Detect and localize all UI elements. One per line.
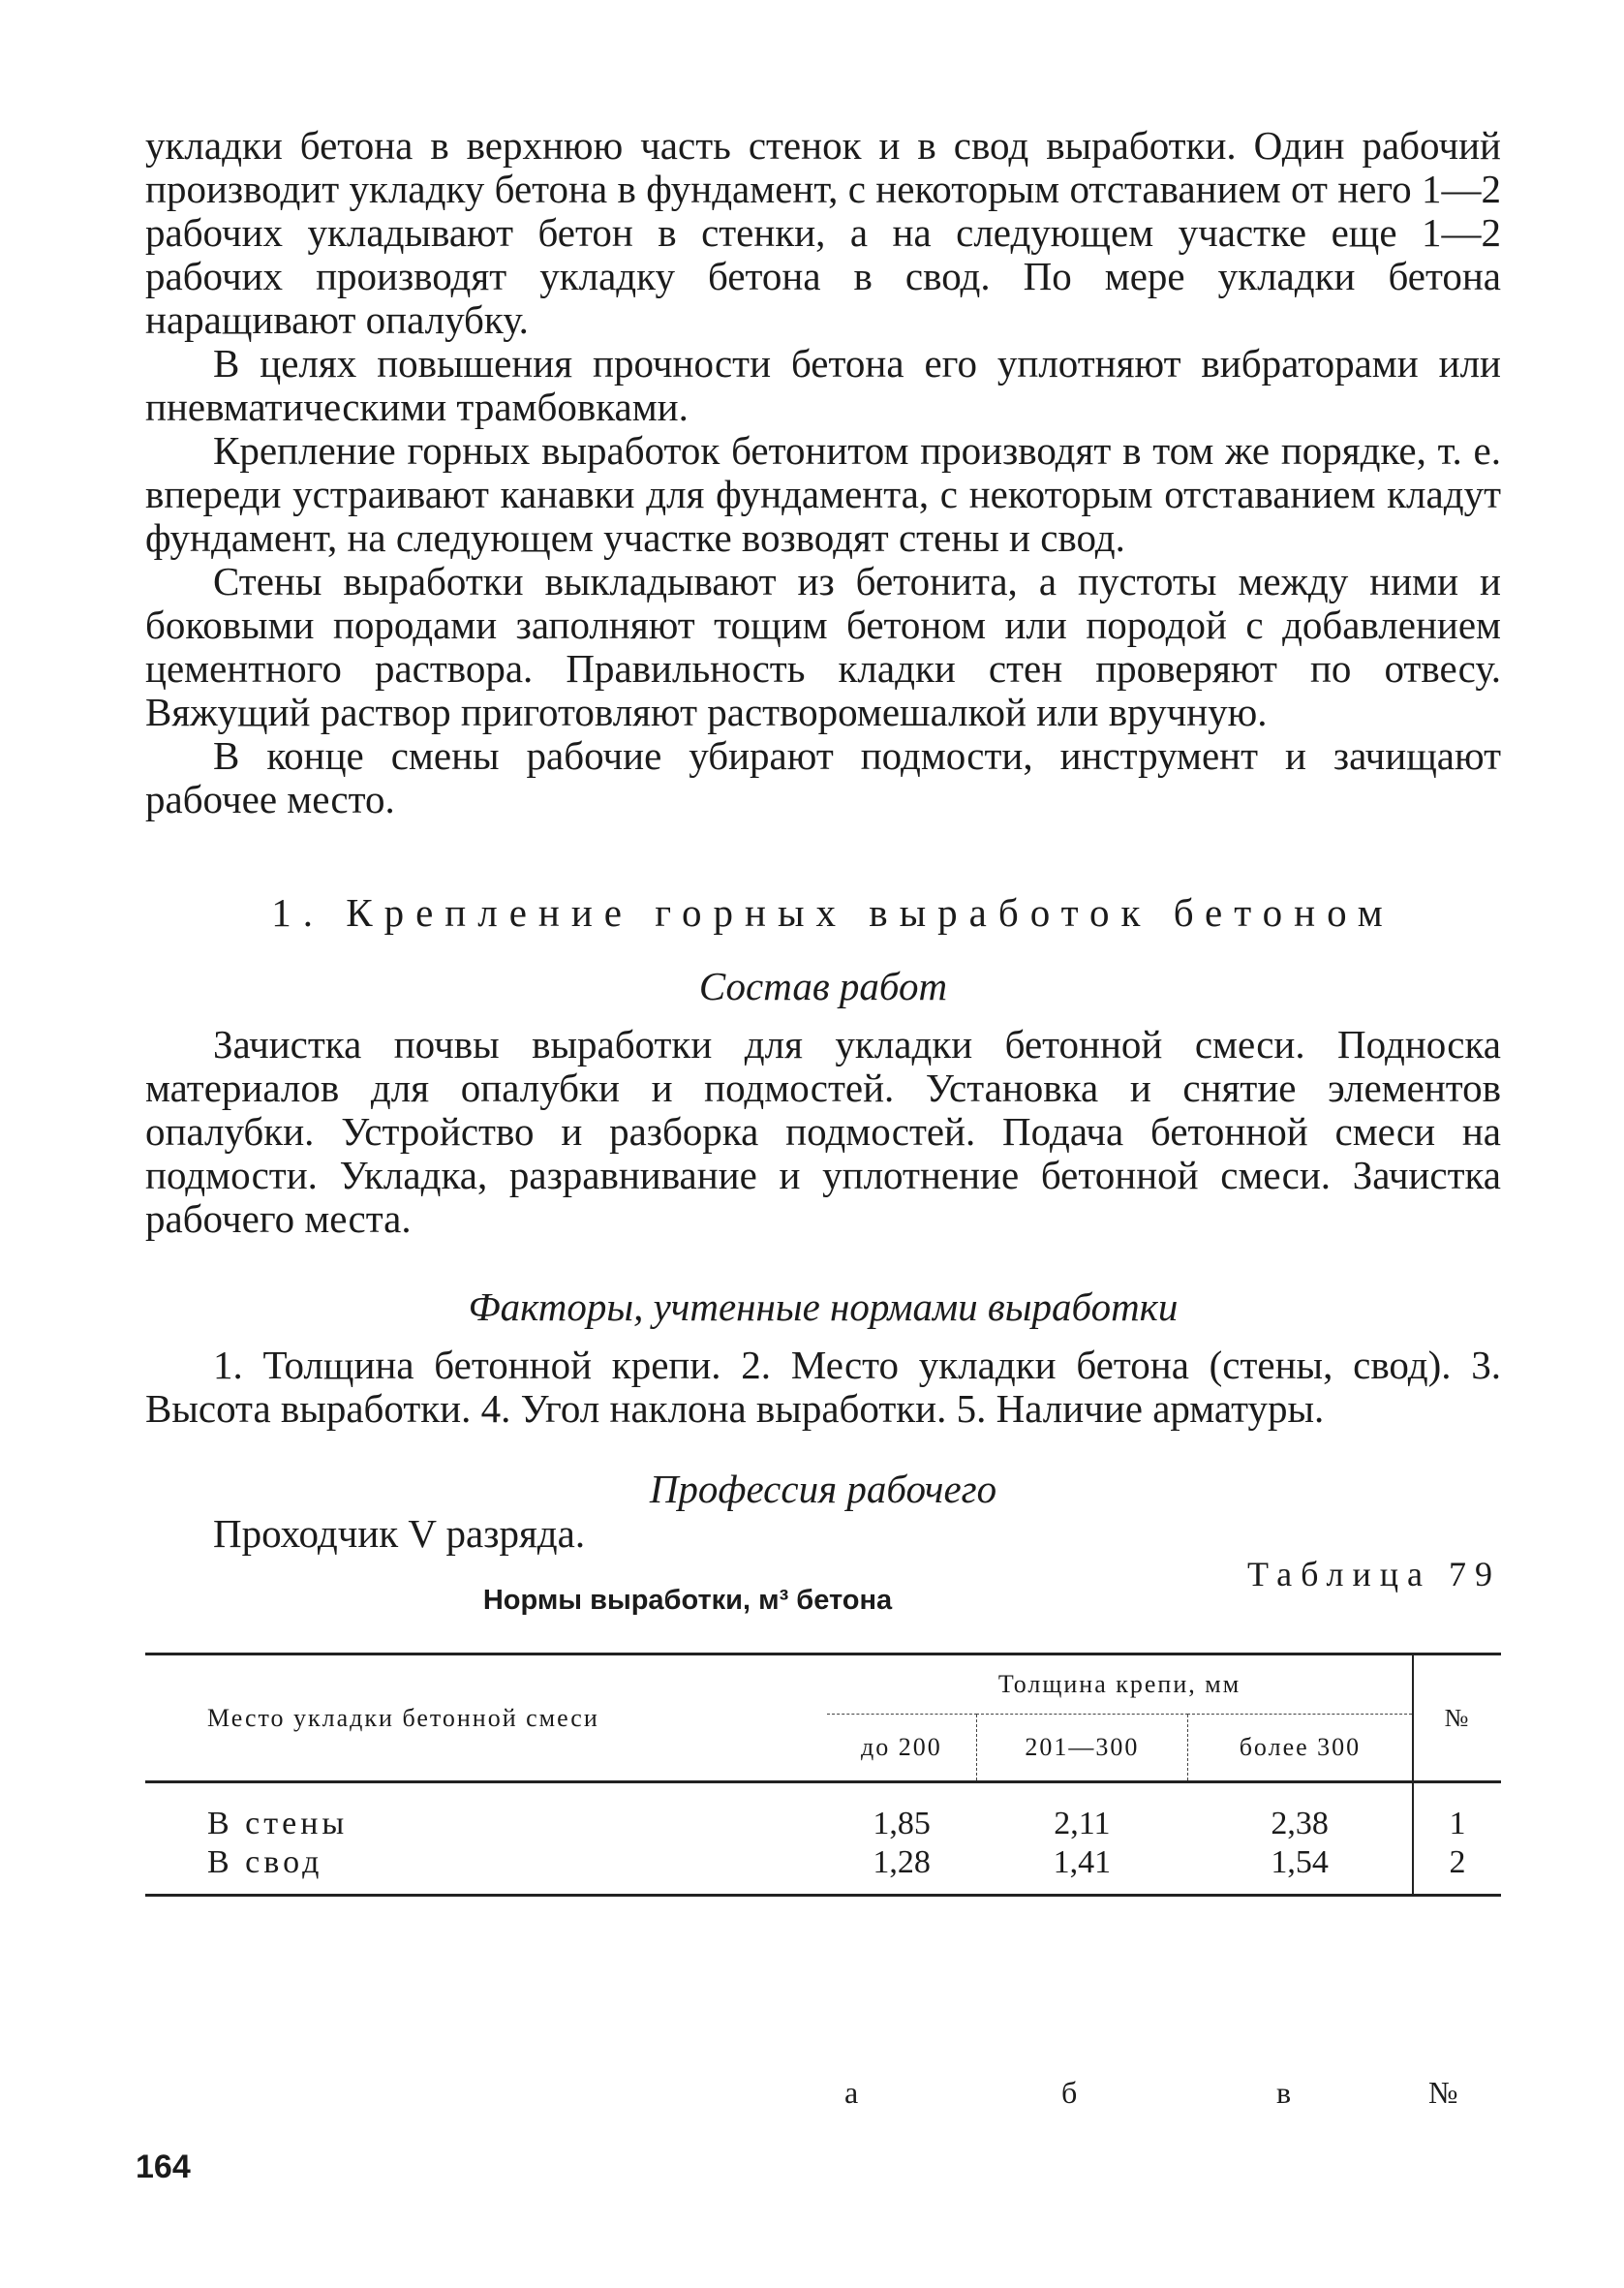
work-heading: Состав работ: [698, 964, 948, 1008]
paragraph-3: Крепление горных выработок бетонитом производят в том же порядке, т. е. впереди устраивают канавки для фундамента, с некоторым отставанием кладут фундамент, на следующем участке возводят стены и свод.: [145, 428, 1501, 560]
table-title: Нормы выработки, м³ бетона: [482, 1585, 893, 1616]
row-value-b: 2,11: [976, 1782, 1187, 1844]
col-b-header: 201—300: [976, 1715, 1187, 1782]
row-value-a: 1,85: [827, 1782, 976, 1844]
page-content: [145, 124, 1501, 1897]
work-text: Зачистка почвы выработки для укладки бетонной смеси. Подноска материалов для опалубки и подмостей. Установка и снятие элементов опалубки. Устройство и разборка подмостей. Подача бетонной смеси на подмости. Укладка, разравнивание и уплотнение бетонной смеси. Зачистка рабочего места.: [145, 1022, 1501, 1241]
factors-text: 1. Толщина бетонной крепи. 2. Место укладки бетона (стены, свод). 3. Высота выработки. 4. Угол наклона выработки. 5. Наличие арматуры.: [145, 1343, 1501, 1431]
col-a-header: до 200: [861, 1733, 942, 1761]
factors-heading: Факторы, учтенные нормами выработки: [468, 1284, 1179, 1329]
row-value-b: 1,41: [1053, 1844, 1112, 1880]
row-number: 2: [1413, 1843, 1501, 1896]
row-place: В стены: [145, 1782, 827, 1844]
norms-table: [145, 1653, 1501, 1897]
row-value-c: 1,54: [1271, 1844, 1329, 1880]
row-value-a: 1,28: [873, 1844, 931, 1880]
paragraph-1: укладки бетона в верхнюю часть стенок и в свод выработки. Один рабочий производит укладку бетона в фундамент, с некоторым отставанием от него 1—2 рабочих укладывают бетон в стенки, а на следующем участке еще 1—2 рабочих производят укладку бетона в свод. По мере укладки бетона наращивают опалубку.: [145, 123, 1501, 342]
paragraph-2: В целях повышения прочности бетона его уплотняют вибраторами или пневматическими трамбовками.: [145, 341, 1501, 429]
table-footer: [145, 2075, 1501, 2114]
col-no-header: №: [1413, 1654, 1501, 1782]
col-c-header: более 300: [1187, 1715, 1413, 1782]
row-value-c: 2,38: [1187, 1782, 1413, 1844]
row-number: 1: [1413, 1782, 1501, 1844]
col-place-header: Место укладки бетонной смеси: [207, 1703, 599, 1732]
paragraph-4: Стены выработки выкладывают из бетонита, а пустоты между ними и боковыми породами заполняют тощим бетоном или породой с добавлением цементного раствора. Правильность кладки стен проверяют по отвесу. Вяжущий раствор приготовляют растворомешалкой или вручную.: [145, 559, 1501, 734]
footer-a: а: [844, 2075, 859, 2110]
profession-text: Проходчик V разряда.: [213, 1511, 586, 1556]
table-row: [145, 1782, 1501, 1844]
page-number: 164: [136, 2149, 191, 2185]
footer-no: №: [1428, 2075, 1458, 2110]
table-label: Таблица 79: [1247, 1555, 1501, 1593]
table-caption: [145, 1556, 1501, 1623]
paragraph-5: В конце смены рабочие убирают подмости, инструмент и зачищают рабочее место.: [145, 733, 1501, 821]
table-row: [145, 1843, 1501, 1896]
section-title: 1. Крепление горных выработок бетоном: [271, 890, 1394, 935]
footer-b: б: [1061, 2075, 1078, 2110]
thickness-group-header: Толщина крепи, мм: [827, 1654, 1413, 1715]
row-place: В свод: [207, 1844, 323, 1880]
footer-c: в: [1276, 2075, 1292, 2110]
profession-heading: Профессия рабочего: [649, 1467, 997, 1511]
